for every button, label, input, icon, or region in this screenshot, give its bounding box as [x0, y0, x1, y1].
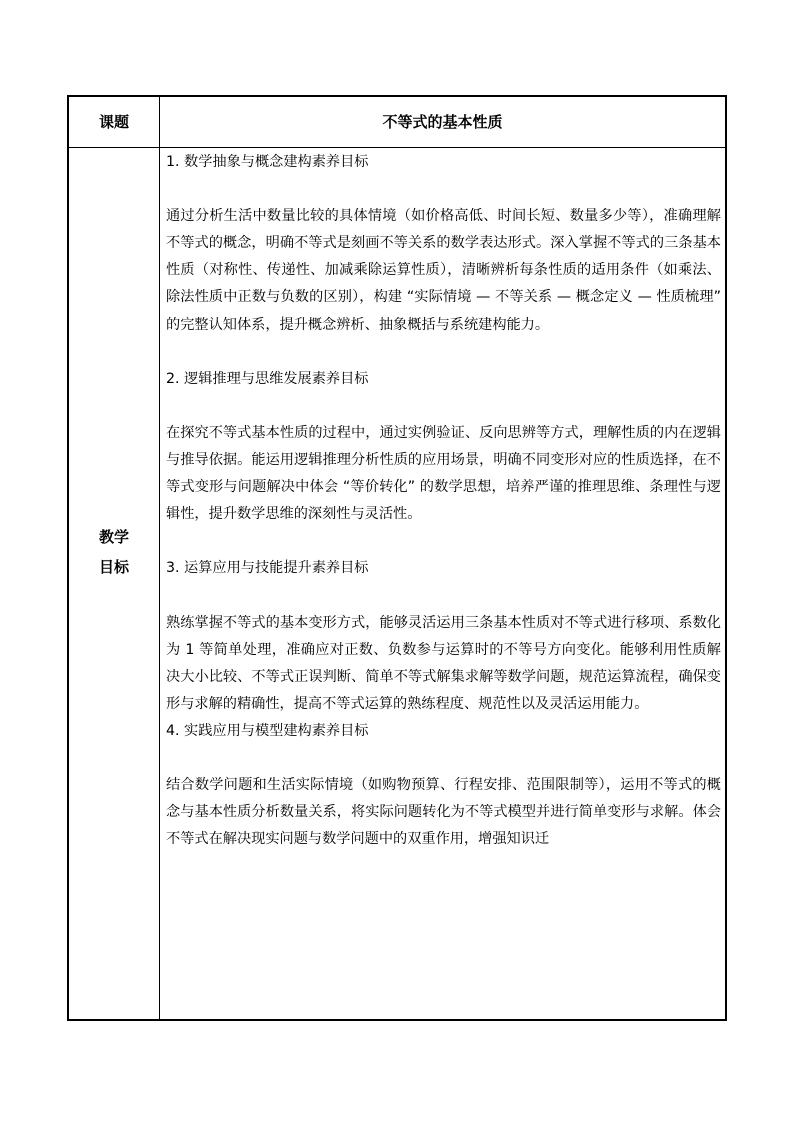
goal-heading: 2. 逻辑推理与思维发展素养目标: [166, 370, 369, 387]
goals-label-line1: 教学: [98, 528, 129, 546]
goal-body: 在探究不等式基本性质的过程中，通过实例验证、反向思辨等方式，理解性质的内在逻辑与推导依据。能运用逻辑推理分析性质的应用场景，明确不同变形对应的性质选择，在不等式变形与问题解决中体会 “等价转化” 的数学思想，培养严谨的推理思维、条理性与逻辑性，提升数学思维的深刻性与灵活性。: [166, 424, 721, 523]
goal-body: 通过分析生活中数量比较的具体情境（如价格高低、时间长短、数量多少等），准确理解不等式的概念，明确不等式是刻画不等关系的数学表达形式。深入掌握不等式的三条基本性质（对称性、传递性、加减乘除运算性质），清晰辨析每条性质的适用条件（如乘法、除法性质中正数与负数的区别），构建 “实际情境 — 不等关系 — 概念定义 — 性质梳理” 的完整认知体系，提升概念辨析、抽象概括与系统建构能力。: [166, 208, 721, 333]
lesson-plan-table: [67, 95, 727, 1021]
subject-label: 课题: [98, 113, 129, 131]
goal-heading: 4. 实践应用与模型建构素养目标: [166, 722, 369, 739]
goals-label-line2: 目标: [98, 558, 129, 576]
subject-title: 不等式的基本性质: [382, 113, 503, 131]
goal-heading: 3. 运算应用与技能提升素养目标: [166, 560, 369, 577]
goal-heading: 1. 数学抽象与概念建构素养目标: [166, 154, 369, 170]
goals-label: [69, 522, 159, 582]
row-divider: [69, 147, 725, 148]
goals-content: [166, 149, 721, 853]
goal-body: 熟练掌握不等式的基本变形方式，能够灵活运用三条基本性质对不等式进行移项、系数化为 1 等简单处理，准确应对正数、负数参与运算时的不等号方向变化。能够利用性质解决大小比较、不等式正误判断、简单不等式解集求解等数学问题，规范运算流程，确保变形与求解的精确性，提高不等式运算的熟练程度、规范性以及灵活运用能力。: [166, 614, 721, 712]
column-divider: [159, 97, 160, 1019]
goal-body: 结合数学问题和生活实际情境（如购物预算、行程安排、范围限制等），运用不等式的概念与基本性质分析数量关系，将实际问题转化为不等式模型并进行简单变形与求解。体会不等式在解决现实问题与数学问题中的双重作用，增强知识迁: [166, 777, 721, 848]
